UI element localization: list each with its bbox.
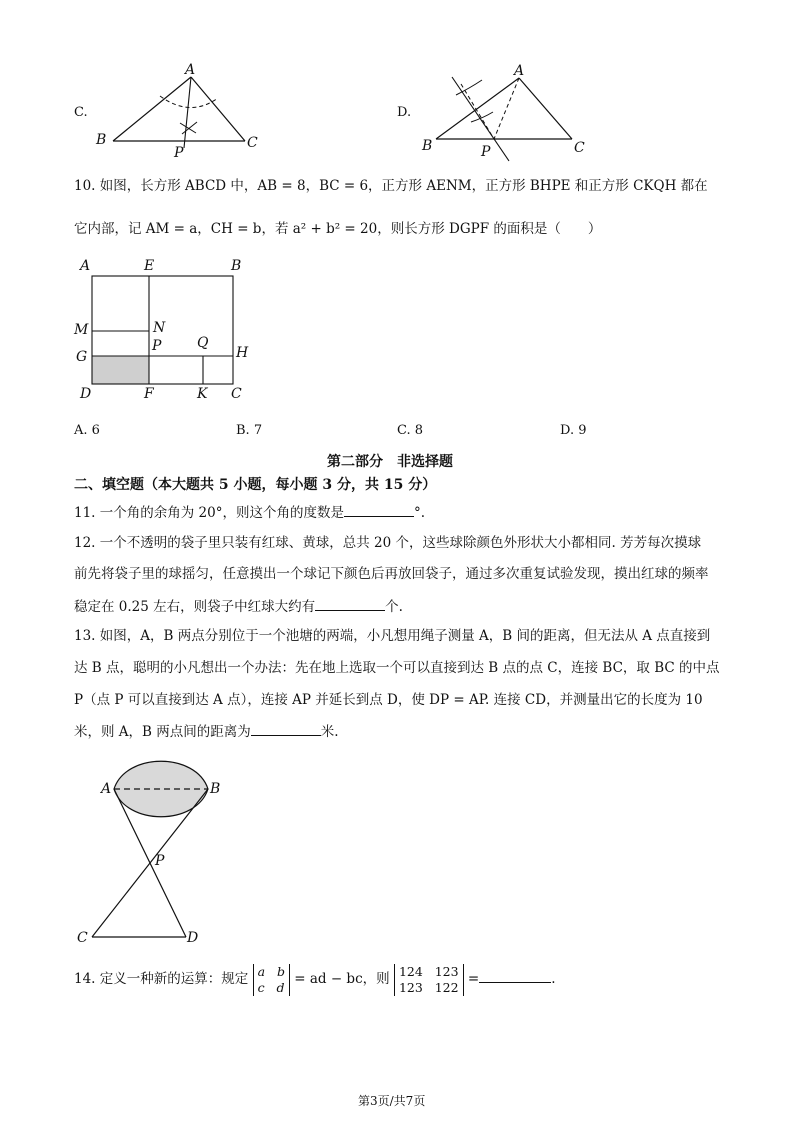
q10-option-c: C. 8 — [397, 423, 424, 438]
q10-label-m: M — [74, 322, 89, 338]
figc-label-c: C — [247, 135, 258, 151]
q10-label-k: K — [197, 386, 208, 402]
q10-label-q: Q — [197, 335, 209, 351]
q11-text: 11. 一个角的余角为 20°，则这个角的度数是 — [74, 505, 344, 521]
q14-text: 14. 定义一种新的运算：规定 — [74, 971, 249, 987]
q10-label-h: H — [236, 345, 249, 361]
q13-text: 米，则 A，B 两点间的距离为 — [74, 724, 251, 740]
q14-period: . — [551, 971, 556, 987]
option-d-label: D. — [397, 105, 412, 120]
q12-suffix: 个. — [385, 599, 403, 615]
q14-definition-rhs: = ad − bc，则 — [294, 971, 390, 987]
q14-equals: = — [467, 971, 480, 987]
figd-label-p: P — [481, 144, 491, 160]
q10-option-a: A. 6 — [74, 423, 100, 438]
q12-line1: 12. 一个不透明的袋子里只装有红球、黄球，总共 20 个，这些球除颜色外形状大小都相同. 芳芳每次摸球 — [74, 535, 702, 551]
q13-label-b: B — [210, 781, 221, 797]
q14-determinant-definition: a b c d — [253, 964, 290, 996]
q13-suffix: 米. — [320, 724, 339, 740]
part2-title: 第二部分 非选择题 — [327, 454, 453, 470]
q12-line2: 前先将袋子里的球摇匀，任意摸出一个球记下颜色后再放回袋子，通过多次重复试验发现，摸出红球的频率 — [74, 566, 709, 582]
q13-label-p: P — [155, 853, 165, 869]
q10-label-c: C — [231, 386, 242, 402]
q10-label-n: N — [153, 320, 166, 336]
q13-line3: P（点 P 可以直接到达 A 点），连接 AP 并延长到点 D，使 DP = AP. 连接 CD，并测量出它的长度为 10 — [74, 692, 703, 708]
q10-option-b: B. 7 — [236, 423, 263, 438]
page-footer: 第3页/共7页 — [358, 1094, 426, 1108]
figd-label-c: C — [574, 140, 585, 156]
q13-line1: 13. 如图，A，B 两点分别位于一个池塘的两端，小凡想用绳子测量 A，B 间的距离，但无法从 A 点直接到 — [74, 628, 711, 644]
q10-label-f: F — [144, 386, 154, 402]
q10-label-p: P — [152, 338, 162, 354]
figd-label-b: B — [422, 138, 433, 154]
option-c-label: C. — [74, 105, 88, 120]
q10-label-a: A — [80, 258, 91, 274]
figd-label-a: A — [514, 63, 525, 79]
section2-title: 二、填空题（本大题共 5 小题，每小题 3 分，共 15 分） — [74, 477, 437, 493]
q10-line1: 10. 如图，长方形 ABCD 中，AB = 8，BC = 6，正方形 AENM，正方形 BHPE 和正方形 CKQH 都在 — [74, 178, 708, 194]
q14-line — [74, 962, 555, 996]
q13-label-a: A — [101, 781, 112, 797]
q10-label-d: D — [80, 386, 92, 402]
figc-label-p: P — [174, 145, 184, 161]
q14-answer-blank[interactable] — [479, 968, 551, 983]
q13-label-c: C — [77, 930, 88, 946]
q13-label-d: D — [187, 930, 199, 946]
q10-label-e: E — [144, 258, 155, 274]
q14-determinant-question: 124 123 123 122 — [394, 964, 464, 996]
q11-suffix: °. — [413, 505, 426, 521]
q12-text: 稳定在 0.25 左右，则袋子中红球大约有 — [74, 599, 316, 615]
q10-line2: 它内部，记 AM = a，CH = b，若 a² + b² = 20，则长方形 DGPF 的面积是（ ） — [74, 221, 602, 237]
figc-label-b: B — [96, 132, 107, 148]
q10-option-d: D. 9 — [560, 423, 587, 438]
figc-label-a: A — [185, 62, 196, 78]
q13-line2: 达 B 点，聪明的小凡想出一个办法：先在地上选取一个可以直接到达 B 点的点 C，连接 BC，取 BC 的中点 — [74, 660, 720, 676]
q10-label-b: B — [231, 258, 242, 274]
q10-label-g: G — [76, 349, 88, 365]
